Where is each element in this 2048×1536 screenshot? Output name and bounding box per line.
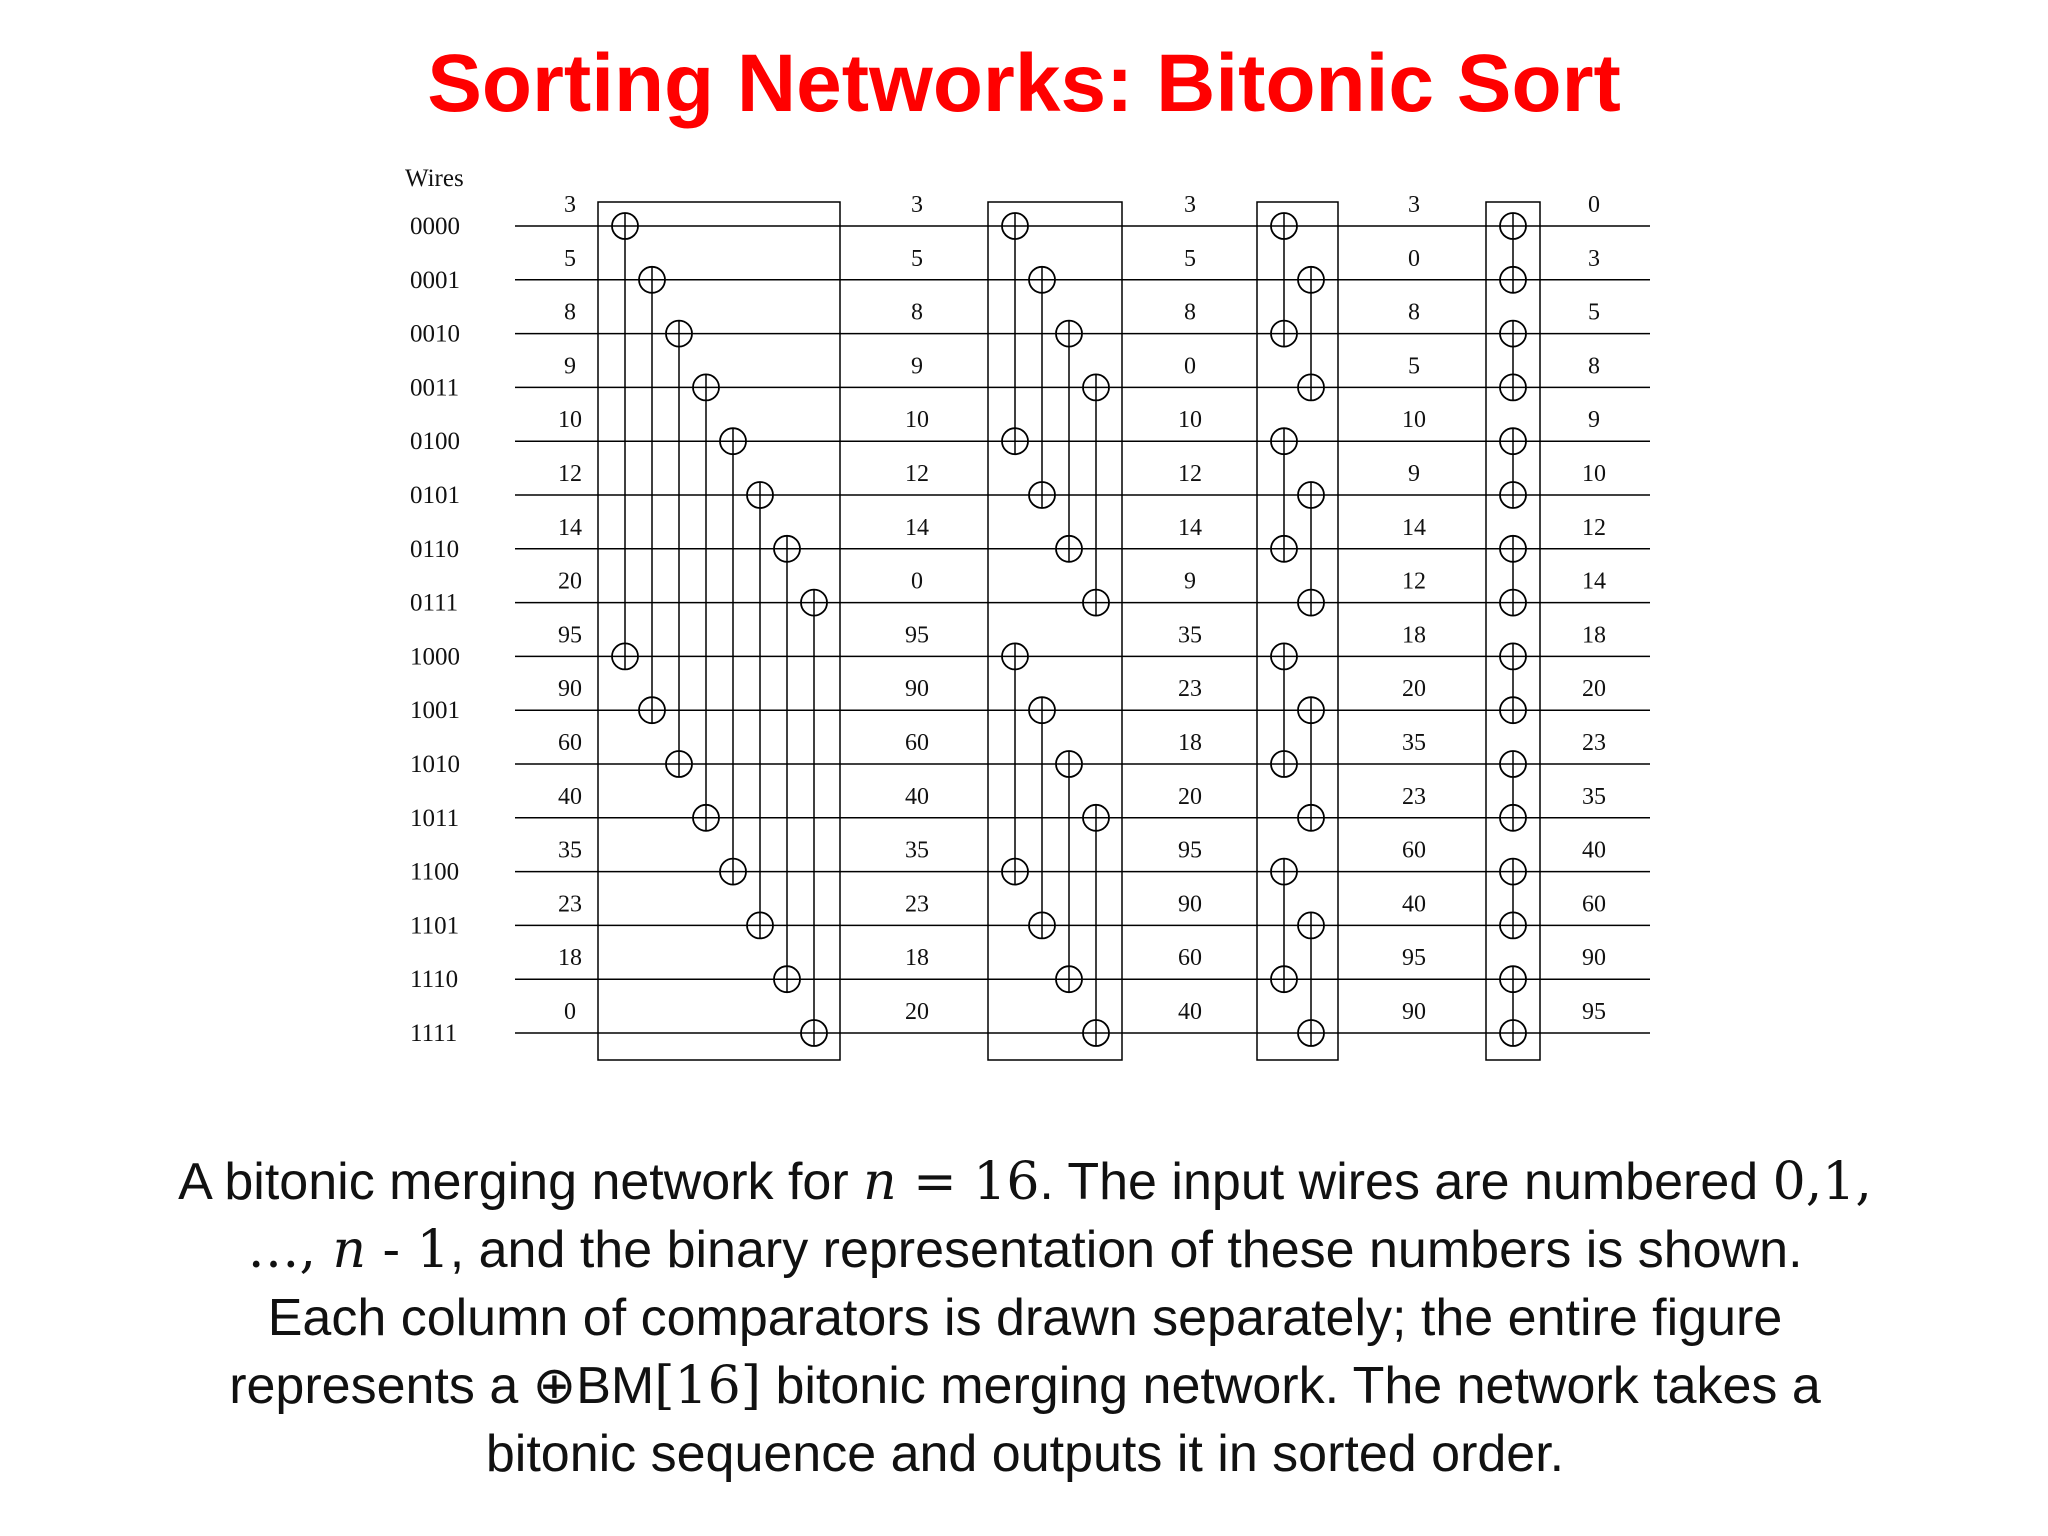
wire-label: 1010 — [410, 751, 460, 778]
wire-value: 40 — [1178, 999, 1202, 1025]
slide-title: Sorting Networks: Bitonic Sort — [427, 38, 1621, 129]
caption-math-nums: 0,1, — [1772, 1152, 1872, 1212]
figure-caption — [110, 1148, 1940, 1488]
caption-math-n: n — [332, 1220, 367, 1280]
caption-line-1 — [110, 1148, 1940, 1216]
wire-value: 23 — [1582, 730, 1606, 756]
caption-text: represents a ⊕BM — [229, 1357, 655, 1415]
caption-text: bitonic merging network. The network takes a — [761, 1357, 1821, 1415]
wire-label: 1100 — [410, 858, 460, 886]
wire-label: 0010 — [410, 320, 460, 348]
wire-value: 95 — [1402, 945, 1426, 972]
wire-value: 12 — [905, 461, 929, 487]
wire-value: 90 — [1582, 945, 1606, 972]
wire-value: 8 — [1588, 353, 1600, 380]
wire-label: 1110 — [410, 966, 459, 994]
caption-math-n: n — [863, 1152, 897, 1212]
wire-value: 9 — [1588, 407, 1600, 434]
caption-line-5: bitonic sequence and outputs it in sorted order. — [485, 1425, 1565, 1483]
wire-value: 0 — [1184, 353, 1196, 380]
caption-text: . The input wires are numbered — [1039, 1153, 1773, 1211]
wire-labels — [410, 213, 460, 1047]
wire-value: 35 — [905, 837, 929, 864]
wire-value: 12 — [1402, 568, 1426, 595]
wire-value: 9 — [1408, 461, 1420, 487]
wire-value: 14 — [1178, 514, 1202, 541]
caption-math-16: [16] — [654, 1356, 762, 1416]
wire-value: 8 — [564, 299, 576, 326]
comparators — [612, 213, 1526, 1046]
wire-value: 90 — [1402, 999, 1426, 1025]
caption-line-3: Each column of comparators is drawn separately; the entire figure — [267, 1289, 1783, 1347]
wire-value: 14 — [1402, 514, 1426, 541]
wire-lines — [515, 226, 1650, 1033]
wire-value: 10 — [905, 407, 929, 434]
wire-value: 95 — [558, 622, 582, 649]
wire-value: 95 — [1178, 837, 1202, 864]
wire-value: 8 — [1184, 299, 1196, 326]
caption-math-eq: = 16 — [896, 1152, 1040, 1212]
wire-label: 1000 — [410, 643, 460, 671]
wire-value: 3 — [1184, 192, 1196, 218]
wire-value: 10 — [1402, 407, 1426, 434]
wire-value: 0 — [1588, 192, 1600, 218]
wire-value: 20 — [1402, 676, 1426, 703]
wire-value: 23 — [905, 891, 929, 918]
wire-value: 5 — [564, 245, 576, 272]
wire-value: 8 — [1408, 299, 1420, 326]
caption-math-dots: …, — [247, 1220, 333, 1280]
wire-value: 35 — [1402, 730, 1426, 756]
wire-value: 12 — [1178, 461, 1202, 487]
wire-value: 5 — [911, 245, 923, 272]
wire-value: 18 — [1402, 622, 1426, 649]
caption-line-4 — [110, 1352, 1940, 1420]
wire-value: 40 — [558, 783, 582, 810]
wire-value: 20 — [558, 568, 582, 595]
wire-value: 23 — [1402, 783, 1426, 810]
wire-value: 3 — [564, 192, 576, 218]
wire-value: 60 — [558, 730, 582, 756]
wire-value: 35 — [1178, 622, 1202, 649]
wire-value: 20 — [1582, 676, 1606, 703]
wire-value: 0 — [911, 568, 923, 595]
wire-label: 0101 — [410, 482, 460, 509]
wire-value: 20 — [905, 999, 929, 1025]
wire-value: 3 — [1588, 245, 1600, 272]
wire-value: 18 — [558, 945, 582, 972]
wire-value: 10 — [558, 407, 582, 434]
wire-value: 40 — [905, 783, 929, 810]
wire-value: 14 — [905, 514, 929, 541]
caption-text: , and the binary representation of these numbers is shown. — [449, 1221, 1803, 1279]
wire-label: 0001 — [410, 266, 460, 294]
wire-value: 9 — [564, 353, 576, 380]
wire-value: 10 — [1178, 407, 1202, 434]
stage-box-2 — [988, 202, 1122, 1060]
caption-text: A bitonic merging network for — [178, 1153, 864, 1211]
wire-label: 0000 — [410, 213, 460, 240]
wire-value: 10 — [1582, 461, 1606, 487]
wire-value: 35 — [558, 837, 582, 864]
wire-value: 3 — [1408, 192, 1420, 218]
caption-math-minus: - 1 — [366, 1220, 450, 1280]
wire-value: 95 — [1582, 999, 1606, 1025]
wire-value: 23 — [1178, 676, 1202, 703]
wire-value: 9 — [1184, 568, 1196, 595]
wire-value: 60 — [905, 730, 929, 756]
wire-value: 90 — [558, 676, 582, 703]
wire-value: 12 — [558, 461, 582, 487]
wire-value: 12 — [1582, 514, 1606, 541]
wire-value: 5 — [1184, 245, 1196, 272]
wire-value: 18 — [1582, 622, 1606, 649]
caption-line-2 — [110, 1216, 1940, 1284]
wire-label: 1111 — [410, 1020, 458, 1047]
wire-value: 18 — [905, 945, 929, 972]
wire-value: 5 — [1408, 353, 1420, 380]
wires-header: Wires — [405, 165, 464, 192]
wire-value: 3 — [911, 192, 923, 218]
wire-value: 35 — [1582, 783, 1606, 810]
wire-label: 1011 — [410, 804, 460, 832]
stage-box-1 — [598, 202, 840, 1060]
wire-label: 0111 — [410, 589, 459, 617]
wire-label: 1101 — [410, 912, 460, 940]
wire-value: 18 — [1178, 730, 1202, 756]
wire-value: 8 — [911, 299, 923, 326]
wire-value: 60 — [1582, 891, 1606, 918]
wire-value: 60 — [1402, 837, 1426, 864]
wire-label: 1001 — [410, 697, 460, 725]
wire-value: 40 — [1582, 837, 1606, 864]
wire-value: 60 — [1178, 945, 1202, 972]
wire-value: 14 — [1582, 568, 1606, 595]
wire-label: 0011 — [410, 374, 460, 402]
wire-value: 0 — [564, 999, 576, 1025]
wire-value: 9 — [911, 353, 923, 380]
wire-value: 90 — [1178, 891, 1202, 918]
wire-value: 5 — [1588, 299, 1600, 326]
wire-label: 0110 — [410, 535, 460, 563]
wire-value: 20 — [1178, 783, 1202, 810]
wire-value: 95 — [905, 622, 929, 649]
wire-value: 14 — [558, 514, 582, 541]
wire-value: 0 — [1408, 245, 1420, 272]
wire-value: 40 — [1402, 891, 1426, 918]
wire-value: 90 — [905, 676, 929, 703]
wire-label: 0100 — [410, 428, 460, 456]
wire-value: 23 — [558, 891, 582, 918]
value-labels — [558, 192, 1606, 1025]
